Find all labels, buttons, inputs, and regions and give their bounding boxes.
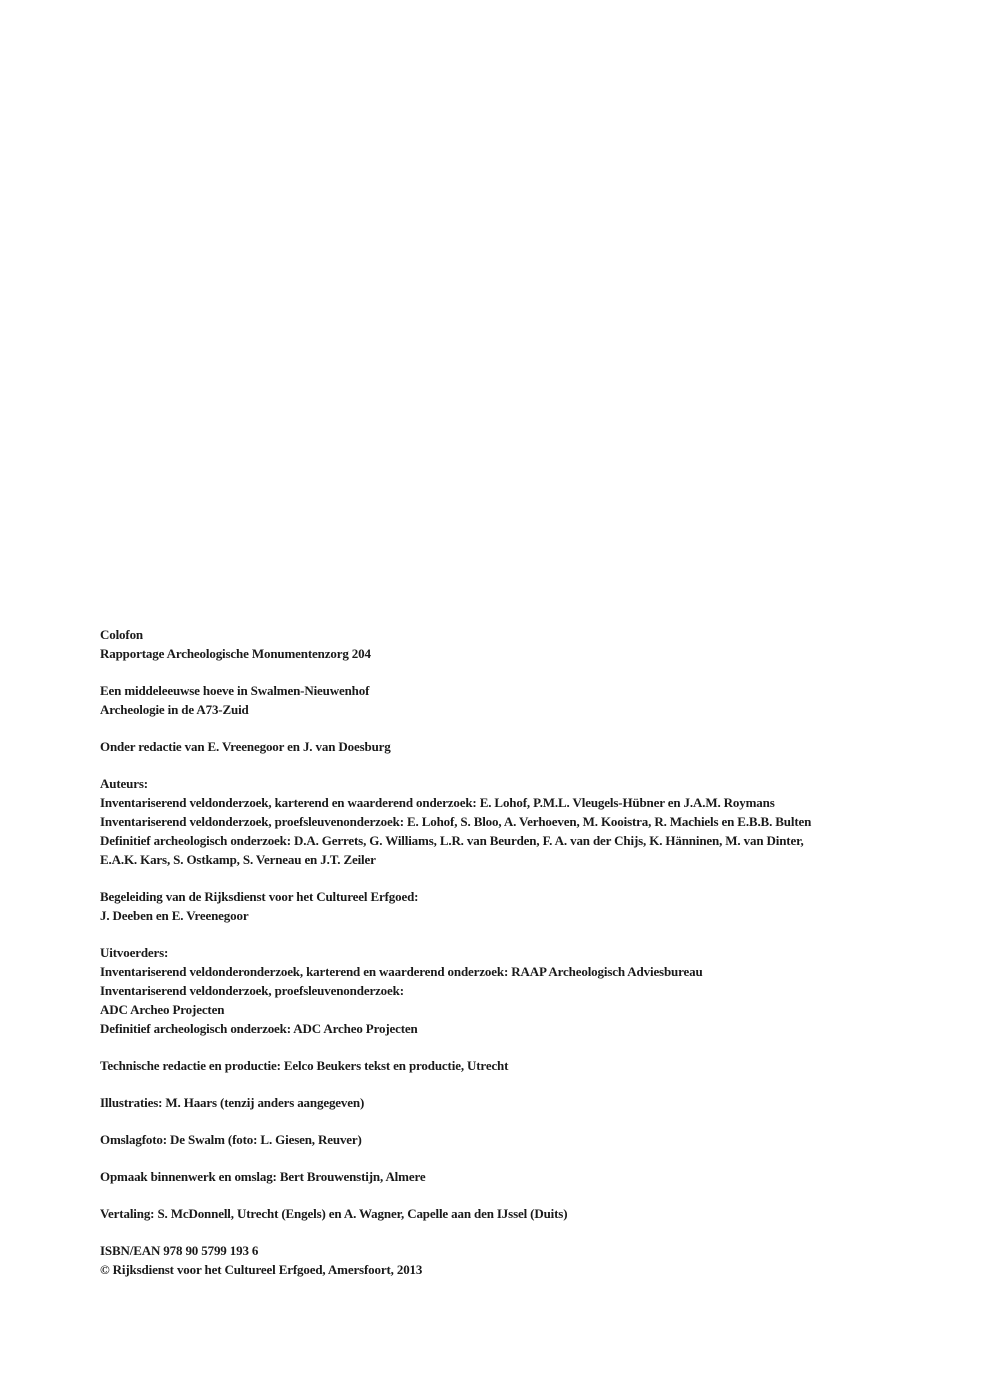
- translation-block: [100, 1204, 960, 1223]
- authors-heading: Auteurs:: [100, 776, 148, 791]
- colofon-heading: Colofon: [100, 627, 144, 642]
- guidance-names: J. Deeben en E. Vreenegoor: [100, 908, 249, 923]
- authors-block: [100, 774, 960, 869]
- book-title-block: [100, 681, 960, 719]
- isbn-line: ISBN/EAN 978 90 5799 193 6: [100, 1243, 259, 1258]
- executors-block: [100, 943, 960, 1038]
- colofon-header-block: [100, 625, 960, 663]
- authors-line: Inventariserend veldonderzoek, karterend en waarderend onderzoek: E. Lohof, P.M.L. Vleugels-Hübner en J.A.M. Roymans: [100, 795, 775, 810]
- cover-photo-block: [100, 1130, 960, 1149]
- illustrations-line: Illustraties: M. Haars (tenzij anders aangegeven): [100, 1095, 365, 1110]
- executors-line: Definitief archeologisch onderzoek: ADC Archeo Projecten: [100, 1021, 418, 1036]
- series-title: Rapportage Archeologische Monumentenzorg 204: [100, 646, 371, 661]
- editors-block: [100, 737, 960, 756]
- publication-block: [100, 1241, 960, 1279]
- technical-block: [100, 1056, 960, 1075]
- book-subtitle: Archeologie in de A73-Zuid: [100, 702, 249, 717]
- editors-line: Onder redactie van E. Vreenegoor en J. van Doesburg: [100, 739, 391, 754]
- executors-line: Inventariserend veldonderzoek, proefsleuvenonderzoek:: [100, 983, 404, 998]
- illustrations-block: [100, 1093, 960, 1112]
- guidance-heading: Begeleiding van de Rijksdienst voor het Cultureel Erfgoed:: [100, 889, 419, 904]
- guidance-block: [100, 887, 960, 925]
- translation-line: Vertaling: S. McDonnell, Utrecht (Engels) en A. Wagner, Capelle aan den IJssel (Duits): [100, 1206, 568, 1221]
- executors-line: Inventariserend veldonderonderzoek, karterend en waarderend onderzoek: RAAP Archeologisch Adviesbureau: [100, 964, 703, 979]
- copyright-line: © Rijksdienst voor het Cultureel Erfgoed, Amersfoort, 2013: [100, 1262, 423, 1277]
- book-title: Een middeleeuwse hoeve in Swalmen-Nieuwenhof: [100, 683, 370, 698]
- cover-photo-line: Omslagfoto: De Swalm (foto: L. Giesen, Reuver): [100, 1132, 362, 1147]
- technical-editing-line: Technische redactie en productie: Eelco Beukers tekst en productie, Utrecht: [100, 1058, 509, 1073]
- layout-line: Opmaak binnenwerk en omslag: Bert Brouwenstijn, Almere: [100, 1169, 426, 1184]
- authors-line: E.A.K. Kars, S. Ostkamp, S. Verneau en J.T. Zeiler: [100, 852, 376, 867]
- executors-line: ADC Archeo Projecten: [100, 1002, 225, 1017]
- authors-line: Definitief archeologisch onderzoek: D.A. Gerrets, G. Williams, L.R. van Beurden, F. A. van der Chijs, K. Hänninen, M. van Dinter,: [100, 833, 804, 848]
- colofon-section: [100, 625, 960, 1297]
- authors-line: Inventariserend veldonderzoek, proefsleuvenonderzoek: E. Lohof, S. Bloo, A. Verhoeven, M. Kooistra, R. Machiels en E.B.B. Bulten: [100, 814, 812, 829]
- executors-heading: Uitvoerders:: [100, 945, 169, 960]
- layout-block: [100, 1167, 960, 1186]
